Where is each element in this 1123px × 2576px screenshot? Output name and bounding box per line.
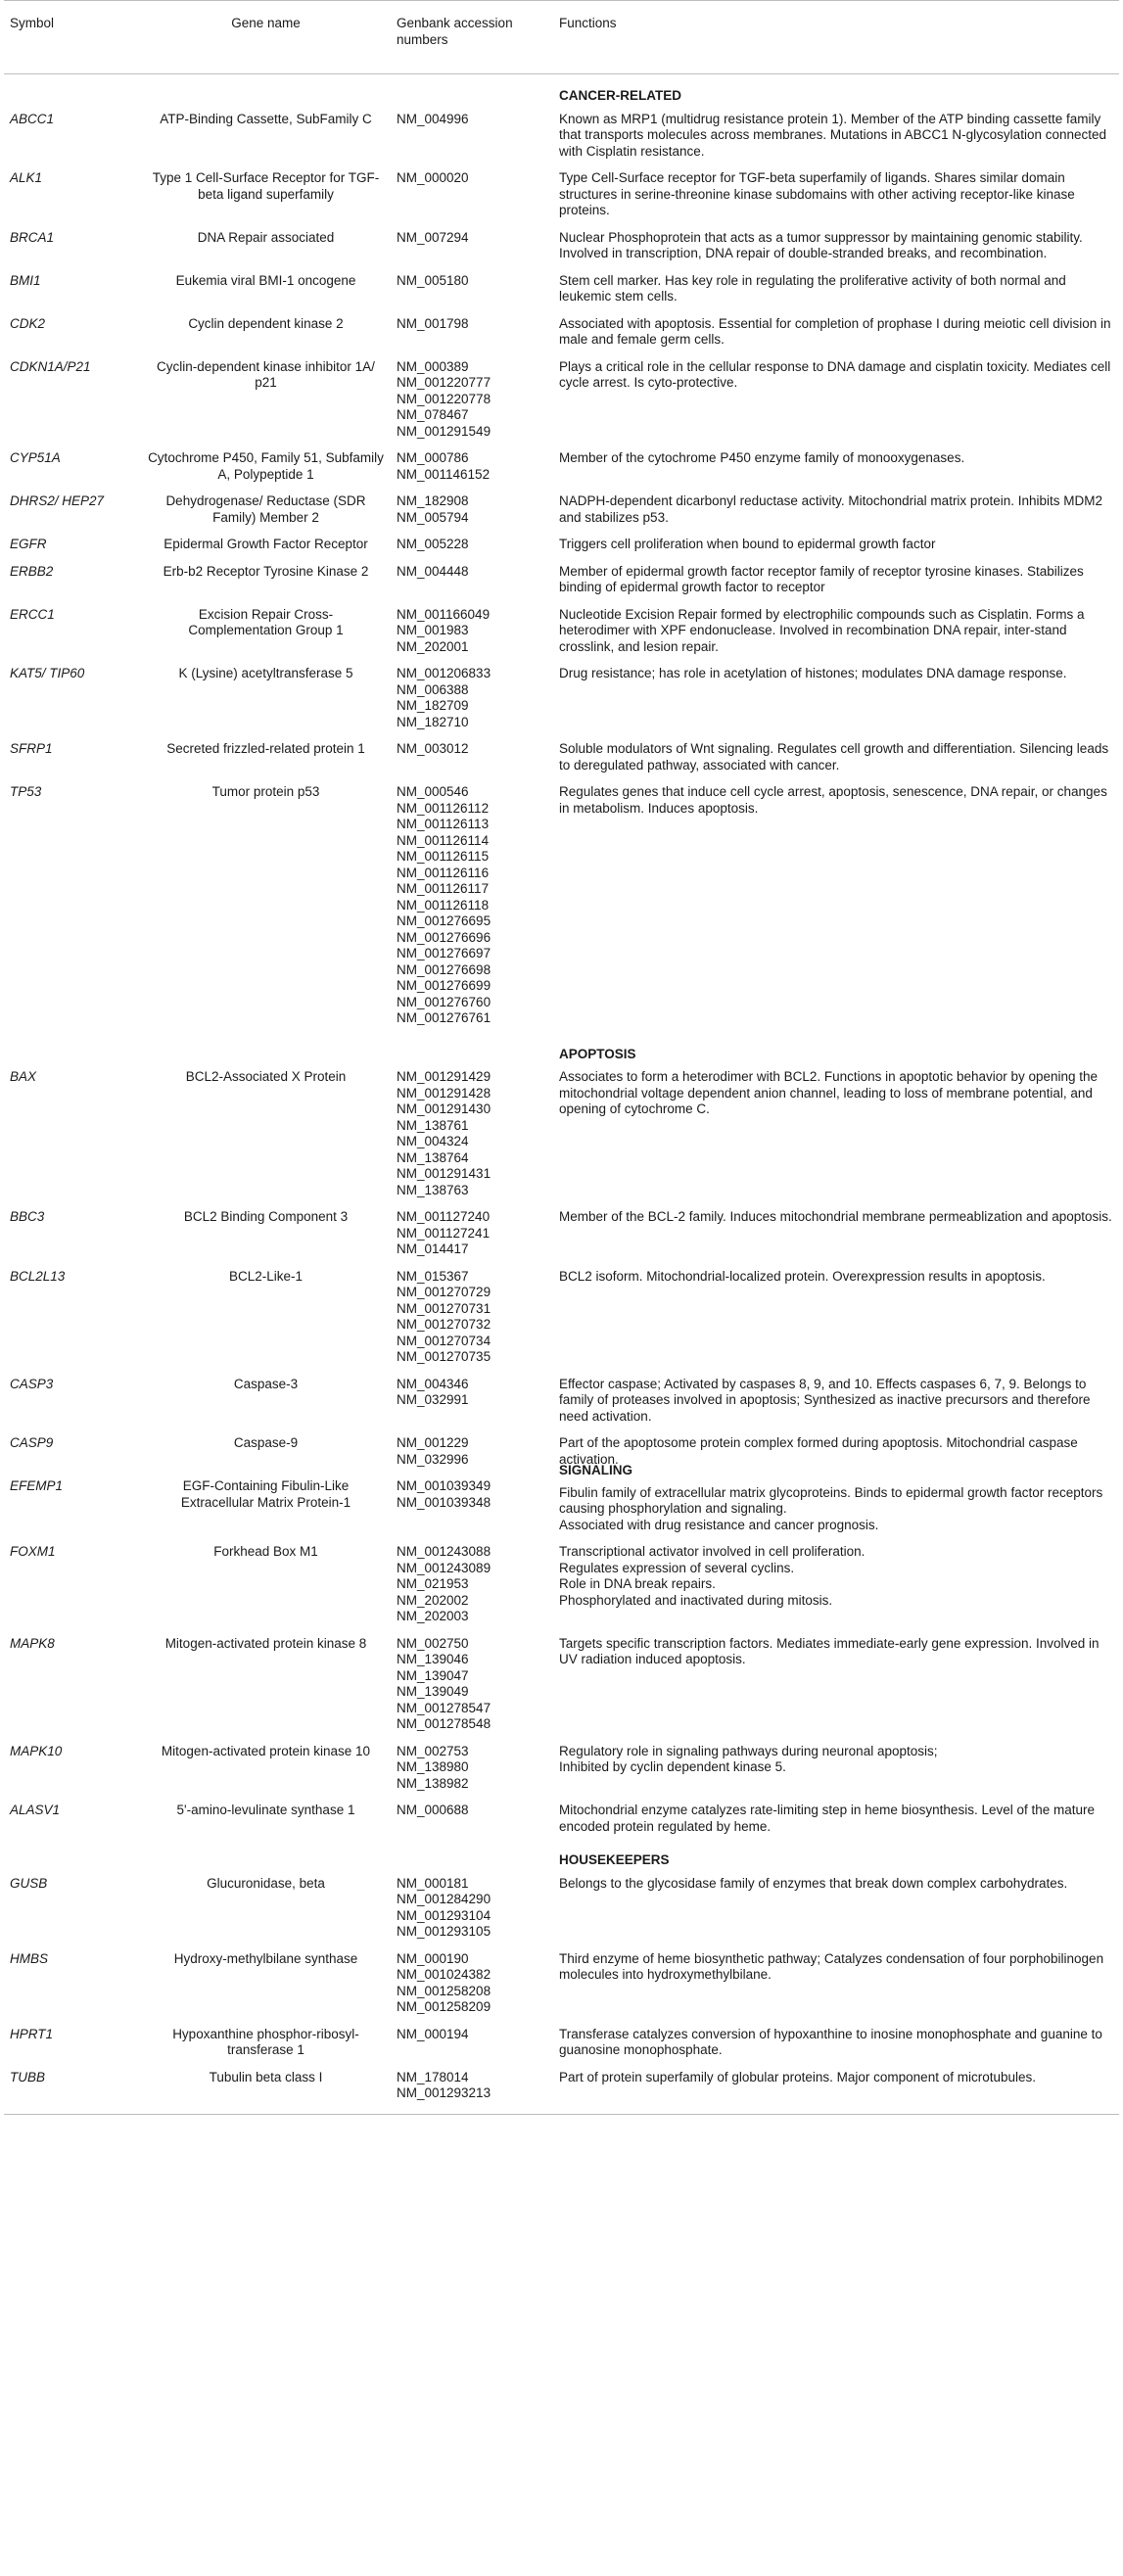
gene-name: Type 1 Cell-Surface Receptor for TGF-beta ligand superfamily [152, 170, 380, 202]
function-text: Associates to form a heterodimer with BCL2. Functions in apoptotic behavior by opening the mitochondrial voltage dependent anion channel, leading to loss of membrane potential, and opening of cytochrome C. [559, 1069, 1099, 1116]
gene-symbol: SFRP1 [10, 741, 53, 756]
accession-numbers [391, 559, 553, 602]
table-row [4, 661, 1119, 736]
gene-name: Eukemia viral BMI-1 oncogene [175, 272, 356, 288]
accession-number: NM_006388 [397, 681, 469, 697]
gene-name: DNA Repair associated [197, 229, 335, 245]
gene-function [553, 268, 1119, 311]
gene-function [553, 1631, 1119, 1739]
header-accession: Genbank accession numbers [391, 1, 553, 74]
accession-number: NM_138763 [397, 1182, 469, 1197]
accession-number: NM_138982 [397, 1775, 469, 1791]
accession-number: NM_001127241 [397, 1225, 491, 1241]
accession-numbers [391, 532, 553, 559]
accession-numbers [391, 1539, 553, 1631]
category-label-housekeepers: HOUSEKEEPERS [559, 1852, 670, 1867]
gene-name: Caspase-9 [233, 1435, 299, 1450]
gene-symbol: ALK1 [10, 170, 43, 185]
accession-number: NM_001270729 [397, 1285, 491, 1299]
gene-symbol: DHRS2/ HEP27 [10, 493, 105, 508]
gene-symbol: BRCA1 [10, 229, 55, 245]
gene-name: Mitogen-activated protein kinase 8 [164, 1635, 367, 1651]
accession-numbers [391, 1372, 553, 1431]
gene-function [553, 736, 1119, 779]
accession-numbers [391, 779, 553, 1033]
gene-function [553, 225, 1119, 268]
function-text: Type Cell-Surface receptor for TGF-beta superfamily of ligands. Shares similar domain structures in serine-threonine kinase subdomains with other activing receptor-like kinase proteins. [559, 170, 1075, 217]
accession-numbers [391, 311, 553, 354]
gene-name: Mitogen-activated protein kinase 10 [161, 1743, 371, 1758]
accession-number: NM_001270731 [397, 1300, 491, 1316]
accession-number: NM_001276697 [397, 946, 491, 960]
accession-number: NM_001206833 [397, 666, 491, 680]
accession-number: NM_182710 [397, 714, 469, 729]
accession-numbers [391, 165, 553, 225]
accession-number: NM_001276699 [397, 978, 491, 993]
gene-name: BCL2-Like-1 [228, 1268, 304, 1284]
accession-number: NM_004996 [397, 111, 469, 126]
accession-number: NM_001243089 [397, 1560, 491, 1575]
gene-function [553, 532, 1119, 559]
accession-numbers [391, 661, 553, 736]
header-functions: Functions [553, 1, 1119, 74]
accession-number: NM_032991 [397, 1392, 469, 1407]
gene-symbol: CASP9 [10, 1435, 54, 1450]
function-text: Part of the apoptosome protein complex formed during apoptosis. Mitochondrial caspase activation. [559, 1435, 1078, 1467]
function-text: Third enzyme of heme biosynthetic pathway; Catalyzes condensation of four porphobilinogen molecules into hydroxymethylbilane. [559, 1950, 1104, 1982]
gene-name: BCL2-Associated X Protein [185, 1069, 347, 1084]
function-text: Member of the BCL-2 family. Induces mitochondrial membrane permeablization and apoptosis. [559, 1209, 1112, 1224]
accession-numbers [391, 1871, 553, 1946]
table-row [4, 1871, 1119, 1946]
header-symbol: Symbol [4, 1, 141, 74]
gene-function [553, 311, 1119, 354]
category-row [4, 1841, 1119, 1871]
category-spacer [4, 1033, 141, 1065]
gene-name: Cyclin dependent kinase 2 [188, 315, 344, 331]
accession-number: NM_138761 [397, 1117, 469, 1133]
gene-function [553, 1739, 1119, 1799]
category-label-cancer: CANCER-RELATED [559, 88, 681, 103]
accession-number: NM_032996 [397, 1451, 469, 1467]
accession-numbers [391, 268, 553, 311]
accession-numbers [391, 602, 553, 662]
gene-symbol: KAT5/ TIP60 [10, 666, 85, 680]
accession-number: NM_003012 [397, 741, 469, 756]
gene-name: Cytochrome P450, Family 51, Subfamily A, Polypeptide 1 [148, 450, 384, 482]
accession-number: NM_138980 [397, 1759, 469, 1774]
table-row [4, 489, 1119, 532]
gene-symbol: CYP51A [10, 450, 61, 465]
table-row [4, 1474, 1119, 1539]
table-row [4, 2022, 1119, 2065]
gene-function [553, 1798, 1119, 1841]
gene-function [553, 1539, 1119, 1631]
table-row [4, 1539, 1119, 1631]
accession-number: NM_004346 [397, 1376, 469, 1391]
accession-number: NM_001229 [397, 1435, 469, 1450]
gene-symbol: HMBS [10, 1950, 49, 1966]
gene-table [4, 0, 1119, 2115]
gene-function [553, 559, 1119, 602]
accession-number: NM_001126114 [397, 832, 490, 848]
gene-function [553, 661, 1119, 736]
category-row [4, 1033, 1119, 1065]
gene-symbol: FOXM1 [10, 1544, 56, 1559]
gene-function [553, 354, 1119, 446]
gene-name: Erb-b2 Receptor Tyrosine Kinase 2 [163, 563, 369, 579]
gene-symbol: GUSB [10, 1875, 48, 1891]
accession-number: NM_001039349 [397, 1478, 491, 1493]
accession-number: NM_005228 [397, 537, 469, 551]
table-body [4, 74, 1119, 2115]
gene-symbol: BMI1 [10, 272, 41, 288]
accession-number: NM_001291428 [397, 1085, 491, 1101]
accession-number: NM_007294 [397, 229, 469, 245]
gene-name: Tumor protein p53 [211, 784, 320, 799]
table-row [4, 1631, 1119, 1739]
function-line: Inhibited by cyclin dependent kinase 5. [559, 1759, 786, 1774]
gene-function [553, 489, 1119, 532]
accession-number: NM_001258208 [397, 1983, 491, 1998]
accession-number: NM_001126115 [397, 849, 490, 864]
gene-name: Tubulin beta class I [141, 2065, 391, 2115]
accession-number: NM_001291431 [397, 1166, 491, 1181]
table-row [4, 311, 1119, 354]
gene-symbol: EGFR [10, 537, 47, 551]
accession-number: NM_001291430 [397, 1101, 491, 1116]
accession-number: NM_001126117 [397, 881, 490, 896]
function-line: Role in DNA break repairs. [559, 1576, 716, 1591]
gene-symbol: ALASV1 [10, 1803, 61, 1817]
gene-function [553, 445, 1119, 489]
accession-numbers [391, 1430, 553, 1474]
function-text: Associated with apoptosis. Essential for completion of prophase I during meiotic cell division in male and female germ cells. [559, 315, 1111, 347]
table-row [4, 1946, 1119, 2022]
accession-number: NM_001293105 [397, 1924, 491, 1939]
category-spacer [141, 1841, 391, 1871]
gene-symbol: CDK2 [10, 315, 46, 331]
gene-function [553, 779, 1119, 1033]
accession-number: NM_001276760 [397, 994, 491, 1009]
category-spacer [141, 1033, 391, 1065]
gene-name: BCL2 Binding Component 3 [183, 1209, 349, 1224]
accession-number: NM_001126113 [397, 817, 490, 831]
gene-name: 5'-amino-levulinate synthase 1 [176, 1803, 355, 1817]
accession-number: NM_001039348 [397, 1494, 491, 1510]
table-row [4, 268, 1119, 311]
accession-number: NM_001258209 [397, 1999, 491, 2014]
accession-number: NM_139046 [397, 1652, 469, 1666]
accession-number: NM_001126112 [397, 800, 490, 816]
table-row [4, 779, 1119, 1033]
category-spacer [391, 1841, 553, 1871]
accession-number: NM_001166049 [397, 606, 491, 622]
gene-function [553, 1871, 1119, 1946]
accession-numbers [391, 1064, 553, 1204]
accession-numbers [391, 2065, 553, 2115]
table-row [4, 1264, 1119, 1372]
function-line: Fibulin family of extracellular matrix glycoproteins. Binds to epidermal growth factor receptors causing phosphorylation and signaling. [559, 1484, 1103, 1516]
gene-name: Hypoxanthine phosphor-ribosyl-transferase 1 [172, 2026, 359, 2057]
gene-name: Caspase-3 [233, 1376, 299, 1391]
function-line: Transcriptional activator involved in cell proliferation. [559, 1544, 866, 1559]
accession-number: NM_078467 [397, 407, 469, 422]
accession-number: NM_002750 [397, 1635, 469, 1651]
accession-number: NM_001284290 [397, 1892, 491, 1906]
gene-symbol: HPRT1 [10, 2026, 54, 2041]
accession-number: NM_001126118 [397, 897, 490, 913]
accession-numbers [391, 1474, 553, 1539]
gene-name: Glucuronidase, beta [207, 1875, 325, 1891]
table-row [4, 1739, 1119, 1799]
accession-number: NM_001276698 [397, 961, 491, 977]
accession-number: NM_000389 [397, 358, 469, 374]
gene-symbol: CASP3 [10, 1376, 54, 1391]
function-text: BCL2 isoform. Mitochondrial-localized protein. Overexpression results in apoptosis. [559, 1268, 1046, 1284]
category-label-signaling: SIGNALING [559, 1463, 633, 1477]
function-text: Stem cell marker. Has key role in regulating the proliferative activity of both normal and leukemic stem cells. [559, 272, 1066, 304]
function-text: Effector caspase; Activated by caspases 8, 9, and 10. Effects caspases 6, 7, 9. Belongs to family of proteases involved in apoptosis; Synthesized as inactive precursors and therefore need activation. [559, 1376, 1091, 1424]
gene-function [553, 165, 1119, 225]
accession-number: NM_001220778 [397, 391, 491, 406]
gene-symbol: BBC3 [10, 1209, 45, 1224]
accession-number: NM_182908 [397, 493, 469, 508]
accession-numbers [391, 445, 553, 489]
function-text: Belongs to the glycosidase family of enzymes that break down complex carbohydrates. [559, 1875, 1068, 1891]
function-text: Plays a critical role in the cellular response to DNA damage and cisplatin toxicity. Mediates cell cycle arrest. Is cyto-protective. [559, 358, 1111, 390]
accession-number: NM_001270734 [397, 1333, 491, 1348]
table-row [4, 602, 1119, 662]
accession-number: NM_001293104 [397, 1907, 491, 1923]
accession-number: NM_002753 [397, 1743, 469, 1758]
accession-number: NM_139049 [397, 1684, 469, 1699]
accession-number: NM_001270732 [397, 1317, 491, 1332]
function-text: Transferase catalyzes conversion of hypoxanthine to inosine monophosphate and guanine to guanosine monophosphate. [559, 2026, 1102, 2057]
accession-number: NM_001291429 [397, 1069, 491, 1084]
accession-numbers [391, 1631, 553, 1739]
function-text: Known as MRP1 (multidrug resistance protein 1). Member of the ATP binding cassette family that transports molecules across membranes. Mutations in ABCC1 N-glycosylation connected with Cisplatin resistance. [559, 111, 1107, 159]
accession-number: NM_001276696 [397, 929, 491, 945]
table-row [4, 225, 1119, 268]
gene-name: K (Lysine) acetyltransferase 5 [178, 666, 353, 680]
accession-number: NM_001146152 [397, 466, 491, 482]
header-row [4, 1, 1119, 74]
gene-name: Epidermal Growth Factor Receptor [164, 537, 368, 551]
accession-numbers [391, 225, 553, 268]
table-row [4, 165, 1119, 225]
accession-number: NM_000190 [397, 1950, 469, 1966]
table-row [4, 559, 1119, 602]
category-label-apoptosis: APOPTOSIS [559, 1046, 636, 1061]
gene-function [553, 1264, 1119, 1372]
accession-numbers [391, 1798, 553, 1841]
gene-function [553, 2022, 1119, 2065]
function-text: Member of the cytochrome P450 enzyme family of monooxygenases. [559, 450, 965, 465]
accession-number: NM_005794 [397, 509, 469, 525]
accession-number: NM_001278547 [397, 1700, 491, 1715]
gene-name: Dehydrogenase/ Reductase (SDR Family) Member 2 [165, 493, 366, 525]
accession-numbers [391, 107, 553, 166]
gene-name: Cyclin-dependent kinase inhibitor 1A/ p21 [157, 358, 375, 390]
gene-name: Hydroxy-methylbilane synthase [173, 1950, 358, 1966]
function-text: Targets specific transcription factors. Mediates immediate-early gene expression. Involved in UV radiation induced apoptosis. [559, 1635, 1100, 1666]
function-text: Part of protein superfamily of globular proteins. Major component of microtubules. [559, 2069, 1036, 2084]
function-line: Phosphorylated and inactivated during mitosis. [559, 1592, 833, 1608]
accession-number: NM_000181 [397, 1875, 469, 1891]
gene-symbol: ABCC1 [10, 111, 55, 126]
accession-number: NM_139047 [397, 1667, 469, 1683]
table-row [4, 445, 1119, 489]
accession-number: NM_000546 [397, 784, 469, 799]
accession-numbers [391, 1946, 553, 2022]
category-spacer [141, 74, 391, 107]
function-line: Regulates expression of several cyclins. [559, 1560, 795, 1575]
accession-number: NM_001024382 [397, 1967, 491, 1982]
table-header [4, 1, 1119, 74]
accession-number: NM_000194 [397, 2026, 469, 2041]
accession-number: NM_182709 [397, 698, 469, 713]
table-row [4, 1064, 1119, 1204]
gene-name: Excision Repair Cross-Complementation Group 1 [188, 606, 344, 637]
accession-numbers [391, 736, 553, 779]
category-spacer [391, 1033, 553, 1065]
accession-number: NM_014417 [397, 1241, 469, 1256]
gene-function [553, 107, 1119, 166]
accession-number: NM_001243088 [397, 1544, 491, 1559]
gene-name: ATP-Binding Cassette, SubFamily C [160, 111, 372, 126]
gene-symbol: ERBB2 [10, 563, 54, 579]
accession-number: NM_000688 [397, 1803, 469, 1817]
function-text: Drug resistance; has role in acetylation of histones; modulates DNA damage response. [559, 666, 1067, 680]
function-text: NADPH-dependent dicarbonyl reductase activity. Mitochondrial matrix protein. Inhibits MDM2 and stabilizes p53. [559, 493, 1102, 525]
table-row [4, 1204, 1119, 1264]
function-text: Regulates genes that induce cell cycle arrest, apoptosis, senescence, DNA repair, or changes in metabolism. Induces apoptosis. [559, 784, 1107, 816]
table-row [4, 2065, 1119, 2115]
category-spacer [4, 1841, 141, 1871]
accession-number: NM_005180 [397, 272, 469, 288]
accession-numbers [391, 354, 553, 446]
function-line: Associated with drug resistance and cancer prognosis. [559, 1517, 879, 1532]
accession-number: NM_138764 [397, 1149, 469, 1165]
accession-numbers [391, 489, 553, 532]
header-gene-name: Gene name [141, 1, 391, 74]
function-line: Regulatory role in signaling pathways during neuronal apoptosis; [559, 1743, 938, 1758]
accession-number: NM_001276761 [397, 1010, 491, 1025]
gene-symbol: TP53 [10, 784, 42, 799]
table-row [4, 107, 1119, 166]
accession-number: NM_001270735 [397, 1349, 491, 1364]
gene-name: Secreted frizzled-related protein 1 [166, 741, 365, 756]
accession-number: NM_202002 [397, 1592, 469, 1608]
accession-number: NM_004448 [397, 563, 469, 579]
gene-name: Forkhead Box M1 [213, 1544, 318, 1559]
category-spacer [4, 74, 141, 107]
accession-number: NM_001278548 [397, 1716, 491, 1731]
gene-function [553, 1463, 1119, 1539]
table-row [4, 1372, 1119, 1431]
accession-number: NM_202003 [397, 1609, 469, 1623]
function-text: Mitochondrial enzyme catalyzes rate-limiting step in heme biosynthesis. Level of the mature encoded protein regulated by heme. [559, 1803, 1096, 1834]
accession-number: NM_001127240 [397, 1209, 491, 1224]
accession-number: NM_178014 [397, 2069, 469, 2084]
table-row [4, 1798, 1119, 1841]
function-text: Nuclear Phosphoprotein that acts as a tumor suppressor by maintaining genomic stability. Involved in transcription, DNA repair of double-stranded breaks, and recombination. [559, 229, 1083, 260]
gene-function [553, 1946, 1119, 2022]
gene-function [553, 1372, 1119, 1431]
function-text: Soluble modulators of Wnt signaling. Regulates cell growth and differentiation. Silencing leads to deregulated pathway, associated with cancer. [559, 741, 1109, 773]
function-text: Nucleotide Excision Repair formed by electrophilic compounds such as Cisplatin. Forms a heterodimer with XPF endonuclease. Involved in recombination DNA repair, inter-stand crosslink, and lesion repair. [559, 606, 1085, 654]
gene-symbol: BCL2L13 [10, 1268, 66, 1284]
category-row [4, 74, 1119, 107]
gene-name: EGF-Containing Fibulin-Like Extracellular Matrix Protein-1 [180, 1478, 351, 1510]
accession-number: NM_021953 [397, 1576, 469, 1591]
accession-numbers [391, 1264, 553, 1372]
accession-number: NM_202001 [397, 638, 469, 654]
gene-function [553, 602, 1119, 662]
gene-symbol: EFEMP1 [10, 1478, 64, 1493]
gene-function [553, 1064, 1119, 1204]
accession-number: NM_001293213 [397, 2085, 491, 2100]
accession-number: NM_001798 [397, 315, 469, 331]
gene-symbol: ERCC1 [10, 606, 55, 622]
gene-symbol: CDKN1A/P21 [10, 358, 91, 374]
accession-number: NM_000786 [397, 450, 469, 465]
accession-number: NM_000020 [397, 170, 469, 185]
function-text: Triggers cell proliferation when bound to epidermal growth factor [559, 537, 936, 551]
accession-number: NM_001126116 [397, 865, 490, 880]
function-text: Member of epidermal growth factor receptor family of receptor tyrosine kinases. Stabilizes binding of epidermal growth factor to receptor [559, 563, 1084, 594]
accession-number: NM_001220777 [397, 375, 491, 390]
accession-numbers [391, 1739, 553, 1799]
category-spacer [391, 74, 553, 107]
accession-number: NM_001983 [397, 623, 469, 637]
accession-number: NM_001276695 [397, 913, 491, 928]
table-row [4, 532, 1119, 559]
table-row [4, 354, 1119, 446]
accession-number: NM_015367 [397, 1268, 469, 1284]
accession-numbers [391, 1204, 553, 1264]
gene-symbol: TUBB [4, 2065, 141, 2115]
accession-number: NM_001291549 [397, 423, 491, 439]
gene-function [553, 2065, 1119, 2115]
accession-number: NM_004324 [397, 1134, 469, 1148]
gene-function [553, 1204, 1119, 1264]
gene-symbol: MAPK10 [10, 1743, 63, 1758]
table-row [4, 736, 1119, 779]
gene-symbol: MAPK8 [10, 1635, 55, 1651]
accession-numbers [391, 2022, 553, 2065]
gene-symbol: BAX [10, 1069, 37, 1084]
